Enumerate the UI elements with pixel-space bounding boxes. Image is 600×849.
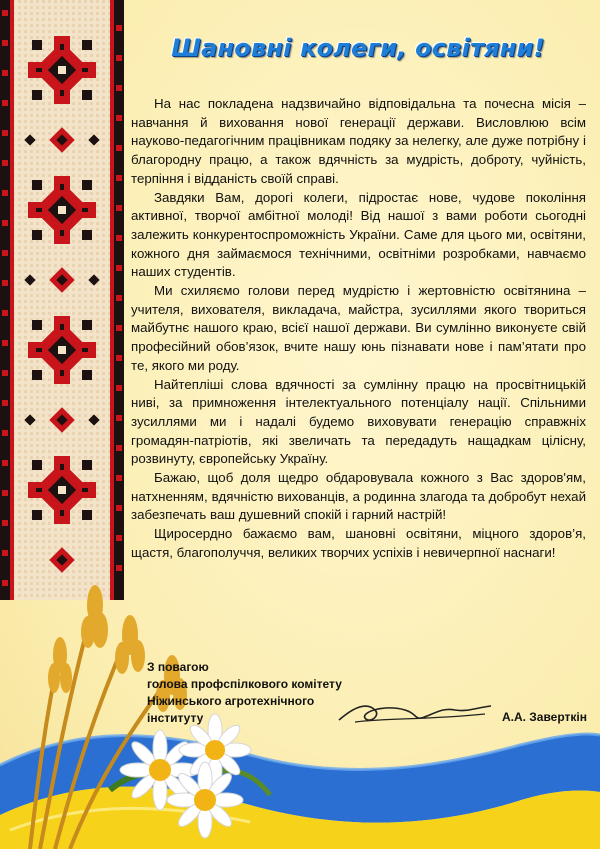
signature-line: інституту	[147, 711, 204, 725]
letter-paragraph: Бажаю, щоб доля щедро обдаровувала кожного з Вас здоров'ям, натхненням, вдячністю вихованців, а родинна злагода та добробут нехай забезпечать ваш душевний спокій і гарний настрій!	[131, 470, 586, 523]
letter-paragraph: Найтепліші слова вдячності за сумлінну працю на просвітницькій ниві, за примноження інтелектуального потенціалу нації. Спільними зусиллями ми і надалі будемо виховувати генерацію справжніх громадян-патріотів, які звеличать та передадуть нащадкам цілісну, розвинуту, європейську Україну.	[131, 376, 586, 467]
embroidery-border-ornament	[0, 0, 124, 600]
signatory-name: А.А. Заверткін	[501, 710, 587, 724]
letter-paragraph: На нас покладена надзвичайно відповідальна та почесна місія – навчання й виховання нової генерації держави. Висловлюю всім науково-педагогічним працівникам подяку за нелегку, але дуже потрібну і благородну працю, а також вдячність за мудрість, доброту, чуйність, терпіння і відданість своїй справі.	[131, 96, 586, 186]
signature-line: голова профспілкового комітету	[147, 677, 342, 691]
signature-block	[147, 659, 587, 727]
page-title: Шановні колеги, освітяни!	[171, 34, 545, 62]
letter-body	[131, 95, 586, 563]
letter-paragraph: Щиросердно бажаємо вам, шановні освітяни, міцного здоров’я, щастя, благополуччя, великих творчих успіхів і невичерпної наснаги!	[131, 526, 586, 560]
letter-paragraph: Ми схиляємо голови перед мудрістю і жертовністю освітянина – учителя, вихователя, викладача, майстра, зусиллями якого твориться майбутнє нашого краю, всієї нашої держави. Ви сумлінно виконуєте свій професійний обов’язок, вчите нашу юнь пізнавати нове і пам’ятати про те, якого ми роду.	[131, 283, 586, 373]
signature-line: Ніжинського агротехнічного	[147, 694, 315, 708]
signature-line: З повагою	[147, 660, 209, 674]
handwritten-signature	[335, 696, 495, 730]
letter-paragraph: Завдяки Вам, дорогі колеги, підростає нове, чудове покоління активної, творчої амбітної молоді! Від нашої з вами роботи сьогодні залежить конкурентоспроможність України. Саме для цього ми, освітяни, кожного дня займаємося технічними, освітніми розробками, навчаємо наших студентів.	[131, 189, 586, 280]
